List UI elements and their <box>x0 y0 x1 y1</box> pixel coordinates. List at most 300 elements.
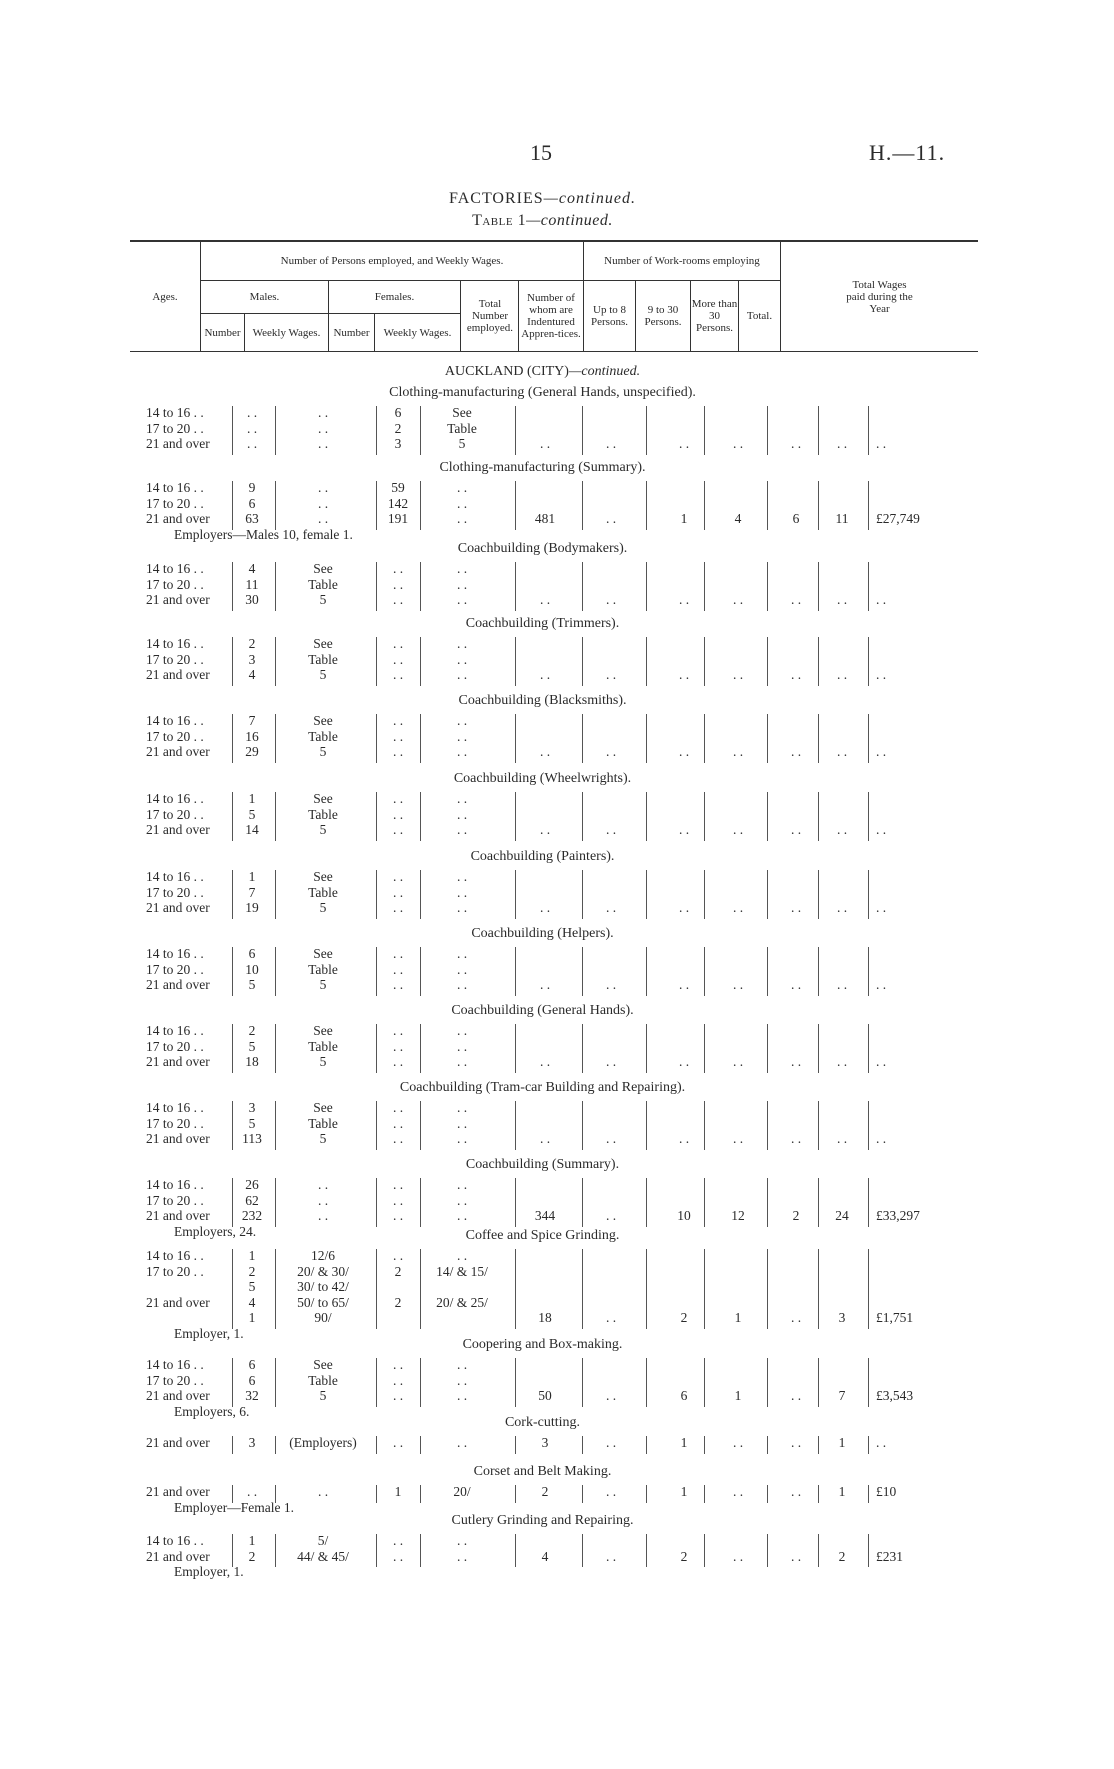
cell-more30: . . <box>790 1548 802 1564</box>
column-rule <box>232 947 233 996</box>
column-rule <box>275 406 276 455</box>
cell-up8: 6 <box>680 1388 688 1403</box>
column-rule <box>818 1358 819 1407</box>
column-rule <box>582 1101 583 1150</box>
cell-m-wages: 5 <box>319 977 327 992</box>
column-rule <box>582 1534 583 1567</box>
cell-f-wages: . . <box>456 1372 468 1388</box>
column-rule <box>232 1101 233 1150</box>
row-age: 17 to 20 . . <box>146 420 204 436</box>
cell-m-wages: See <box>313 1357 333 1372</box>
cell-nine30: . . <box>732 1054 744 1069</box>
cell-m-wages: . . <box>317 1192 329 1208</box>
cell-up8: . . <box>678 977 690 992</box>
header-total-wages: Total Wages paid during the Year <box>846 278 913 315</box>
section-title: Coachbuilding (Wheelwrights). <box>453 771 632 786</box>
cell-f-wages: . . <box>456 636 468 651</box>
cell-rooms-total: 1 <box>838 1435 846 1450</box>
cell-m-num: 19 <box>245 900 259 915</box>
column-rule <box>646 637 647 686</box>
cell-total: 3 <box>541 1435 549 1450</box>
cell-f-wages: . . <box>456 651 468 667</box>
cell-f-wages: . . <box>456 744 468 759</box>
employers-note: Employer, 1. <box>174 1564 244 1579</box>
column-rule <box>646 1358 647 1407</box>
column-rule <box>582 481 583 530</box>
row-age: 21 and over <box>146 900 210 915</box>
cell-more30: . . <box>790 592 802 607</box>
cell-m-num: 3 <box>248 1100 256 1115</box>
cell-f-wages: . . <box>456 1548 468 1564</box>
cell-wages-year: . . <box>876 667 887 682</box>
cell-nine30: 1 <box>734 1310 742 1325</box>
cell-indentured: . . <box>605 977 617 992</box>
row-age: 14 to 16 . . <box>146 1100 204 1115</box>
cell-indentured: . . <box>605 744 617 759</box>
row-age: 21 and over <box>146 977 210 992</box>
cell-m-num: 2 <box>248 636 256 651</box>
column-rule <box>420 1358 421 1407</box>
row-age: 17 to 20 . . <box>146 1038 204 1054</box>
column-rule <box>818 1024 819 1073</box>
cell-f-wages: . . <box>456 1038 468 1054</box>
cell-m-wages: 12/6 <box>310 1248 336 1263</box>
header-workrooms-group: Number of Work-rooms employing <box>604 255 760 267</box>
cell-more30: . . <box>790 977 802 992</box>
cell-nine30: . . <box>732 822 744 837</box>
cell-m-num: . . <box>246 436 258 451</box>
column-rule <box>818 1534 819 1567</box>
column-rule <box>704 870 705 919</box>
page-header <box>0 140 1114 170</box>
cell-nine30: 12 <box>731 1208 745 1223</box>
cell-f-wages: . . <box>456 869 468 884</box>
row-age: 21 and over <box>146 667 210 682</box>
cell-m-num: 10 <box>245 961 259 977</box>
cell-m-wages: . . <box>317 420 329 436</box>
cell-m-wages: . . <box>317 405 329 420</box>
cell-rooms-total: 7 <box>838 1388 846 1403</box>
cell-m-wages: 30/ to 42/ <box>297 1279 349 1294</box>
cell-m-wages: Table <box>308 961 338 977</box>
cell-f-num: . . <box>392 1192 404 1208</box>
cell-more30: . . <box>790 1388 802 1403</box>
column-rule <box>376 870 377 919</box>
section-title: Coopering and Box-making. <box>462 1337 623 1352</box>
header-male-number: Number <box>204 326 241 339</box>
cell-f-num: . . <box>392 667 404 682</box>
column-rule <box>818 714 819 763</box>
section-title: Coachbuilding (Trimmers). <box>465 616 620 631</box>
cell-wages-year: £1,751 <box>876 1310 914 1325</box>
row-age: 17 to 20 . . <box>146 651 204 667</box>
cell-total: . . <box>539 667 551 682</box>
row-age: 21 and over <box>146 1054 210 1069</box>
section-title: Coffee and Spice Grinding. <box>465 1228 620 1243</box>
cell-f-num: . . <box>392 1357 404 1372</box>
header-males: Males. <box>249 291 280 303</box>
cell-total: . . <box>539 1054 551 1069</box>
row-age: 21 and over <box>146 1208 210 1223</box>
row-age: 14 to 16 . . <box>146 791 204 806</box>
column-rule <box>275 714 276 763</box>
column-rule <box>515 637 516 686</box>
column-rule <box>818 1178 819 1227</box>
cell-wages-year: . . <box>876 436 887 451</box>
column-rule <box>515 714 516 763</box>
cell-m-num: 7 <box>248 713 256 728</box>
column-rule <box>767 792 768 841</box>
cell-nine30: . . <box>732 436 744 451</box>
column-rule <box>515 1249 516 1329</box>
column-rule <box>232 1249 233 1329</box>
section-title: Coachbuilding (Summary). <box>465 1157 620 1172</box>
employers-note: Employers—Males 10, female 1. <box>174 526 353 542</box>
column-rule <box>767 637 768 686</box>
column-rule <box>767 1249 768 1329</box>
cell-f-num: . . <box>392 1023 404 1038</box>
cell-m-num: 6 <box>248 946 256 961</box>
column-rule <box>515 792 516 841</box>
cell-nine30: . . <box>732 977 744 992</box>
cell-f-num: . . <box>392 1248 404 1263</box>
cell-f-num: 2 <box>394 420 402 436</box>
cell-more30: . . <box>790 900 802 915</box>
column-rule <box>646 562 647 611</box>
cell-f-wages: . . <box>456 1192 468 1208</box>
cell-more30: . . <box>790 667 802 682</box>
cell-rooms-total: 1 <box>838 1484 846 1499</box>
cell-f-num: . . <box>392 791 404 806</box>
row-age: 21 and over <box>146 1294 210 1310</box>
column-rule <box>704 637 705 686</box>
cell-up8: . . <box>678 667 690 682</box>
cell-wages-year: . . <box>876 1435 887 1450</box>
row-age: 14 to 16 . . <box>146 1533 204 1548</box>
header-ages: Ages. <box>152 290 178 303</box>
cell-f-num: . . <box>392 961 404 977</box>
cell-m-num: 62 <box>245 1192 259 1208</box>
cell-indentured: . . <box>605 900 617 915</box>
cell-f-num: . . <box>392 576 404 592</box>
column-rule <box>646 714 647 763</box>
cell-f-num: 191 <box>387 511 409 526</box>
column-rule <box>515 947 516 996</box>
cell-f-wages: 20/ <box>453 1484 471 1499</box>
column-rule <box>704 714 705 763</box>
cell-f-wages: . . <box>456 713 468 728</box>
header-persons-group: Number of Persons employed, and Weekly Wages. <box>280 255 504 267</box>
cell-m-wages: . . <box>317 436 329 451</box>
column-rule <box>515 1358 516 1407</box>
column-rule <box>420 1436 421 1454</box>
cell-up8: 10 <box>677 1208 691 1223</box>
column-rule <box>420 1101 421 1150</box>
column-rule <box>767 947 768 996</box>
cell-nine30: . . <box>732 900 744 915</box>
column-rule <box>275 1101 276 1150</box>
column-rule <box>868 870 869 919</box>
column-rule <box>704 947 705 996</box>
cell-more30: 6 <box>792 511 800 526</box>
cell-f-num: . . <box>392 822 404 837</box>
column-rule <box>704 1178 705 1227</box>
cell-f-wages: . . <box>456 1248 468 1263</box>
column-rule <box>868 1101 869 1150</box>
column-rule <box>582 1249 583 1329</box>
column-rule <box>376 1101 377 1150</box>
cell-f-num: 2 <box>394 1263 402 1279</box>
cell-m-num: 5 <box>248 806 256 822</box>
cell-m-wages: See <box>313 869 333 884</box>
column-rule <box>818 947 819 996</box>
column-rule <box>515 406 516 455</box>
row-age: 21 and over <box>146 1388 210 1403</box>
cell-m-num: 7 <box>248 884 256 900</box>
cell-m-num: 1 <box>248 1533 256 1548</box>
cell-f-num: 142 <box>387 495 409 511</box>
column-rule <box>582 562 583 611</box>
cell-m-num: . . <box>246 405 258 420</box>
column-rule <box>868 562 869 611</box>
section-title: Coachbuilding (General Hands). <box>451 1003 634 1018</box>
cell-f-wages: . . <box>456 1115 468 1131</box>
cell-wages-year: £231 <box>876 1548 903 1564</box>
column-rule <box>376 1249 377 1329</box>
column-rule <box>646 792 647 841</box>
column-rule <box>646 1101 647 1150</box>
cell-nine30: . . <box>732 667 744 682</box>
employers-note: Employer—Female 1. <box>174 1499 294 1515</box>
cell-f-num: . . <box>392 651 404 667</box>
cell-f-wages: 14/ & 15/ <box>436 1263 488 1279</box>
column-rule <box>232 714 233 763</box>
column-rule <box>646 1534 647 1567</box>
cell-f-num: . . <box>392 1208 404 1223</box>
column-rule <box>376 947 377 996</box>
cell-m-wages: 90/ <box>314 1310 332 1325</box>
section-title: Coachbuilding (Painters). <box>470 849 615 864</box>
cell-indentured: . . <box>605 822 617 837</box>
cell-indentured: . . <box>605 1388 617 1403</box>
cell-rooms-total: . . <box>836 1131 848 1146</box>
cell-rooms-total: 3 <box>838 1310 846 1325</box>
cell-m-num: 1 <box>248 1248 256 1263</box>
row-age: 14 to 16 . . <box>146 480 204 495</box>
column-rule <box>582 637 583 686</box>
column-rule <box>232 1436 233 1454</box>
cell-m-wages: See <box>313 1023 333 1038</box>
column-rule <box>420 1485 421 1503</box>
cell-f-num: 3 <box>394 436 402 451</box>
cell-up8: . . <box>678 822 690 837</box>
cell-m-wages: Table <box>308 884 338 900</box>
header-rooms-total: Total. <box>746 310 773 322</box>
cell-up8: 1 <box>680 511 688 526</box>
column-rule <box>767 1178 768 1227</box>
column-rule <box>376 1436 377 1454</box>
column-rule <box>420 870 421 919</box>
cell-f-num: . . <box>392 713 404 728</box>
cell-m-wages: . . <box>317 1484 329 1499</box>
row-age: 17 to 20 . . <box>146 1263 204 1279</box>
cell-wages-year: . . <box>876 977 887 992</box>
cell-f-wages: . . <box>456 1533 468 1548</box>
cell-more30: . . <box>790 1131 802 1146</box>
cell-f-num: . . <box>392 946 404 961</box>
cell-m-wages: . . <box>317 495 329 511</box>
cell-nine30: . . <box>732 1484 744 1499</box>
cell-m-num: . . <box>246 420 258 436</box>
cell-f-num: . . <box>392 744 404 759</box>
column-rule <box>420 1024 421 1073</box>
cell-m-wages: Table <box>308 1115 338 1131</box>
cell-rooms-total: . . <box>836 744 848 759</box>
cell-m-num: 4 <box>248 667 256 682</box>
column-rule <box>704 1024 705 1073</box>
cell-wages-year: £27,749 <box>876 511 920 526</box>
column-rule <box>515 1485 516 1503</box>
cell-nine30: . . <box>732 1435 744 1450</box>
column-rule <box>767 562 768 611</box>
column-rule <box>420 1178 421 1227</box>
section-title: Cork-cutting. <box>504 1415 581 1430</box>
cell-m-wages: See <box>313 561 333 576</box>
cell-f-num: 2 <box>394 1294 402 1310</box>
cell-m-wages: . . <box>317 511 329 526</box>
column-rule <box>275 637 276 686</box>
cell-total: 344 <box>534 1208 556 1223</box>
cell-f-num: . . <box>392 1533 404 1548</box>
column-rule <box>646 406 647 455</box>
row-age: 14 to 16 . . <box>146 869 204 884</box>
column-rule <box>275 1178 276 1227</box>
column-rule <box>868 1485 869 1503</box>
cell-f-wages: 20/ & 25/ <box>436 1294 488 1310</box>
column-rule <box>232 1178 233 1227</box>
cell-f-wages: . . <box>456 592 468 607</box>
column-rule <box>515 870 516 919</box>
cell-f-wages: . . <box>456 884 468 900</box>
cell-m-num: 5 <box>248 1279 256 1294</box>
cell-total: . . <box>539 744 551 759</box>
cell-up8: . . <box>678 1054 690 1069</box>
cell-f-num: . . <box>392 806 404 822</box>
column-rule <box>767 1485 768 1503</box>
table-title: Table 1—continued. <box>472 212 613 229</box>
cell-m-num: . . <box>246 1484 258 1499</box>
cell-m-wages: 50/ to 65/ <box>297 1294 349 1310</box>
column-rule <box>582 792 583 841</box>
cell-f-wages: See <box>452 405 472 420</box>
column-rule <box>515 1436 516 1454</box>
column-rule <box>818 1485 819 1503</box>
cell-f-wages: . . <box>456 806 468 822</box>
cell-m-num: 16 <box>245 728 259 744</box>
column-rule <box>818 637 819 686</box>
cell-f-wages: . . <box>456 1023 468 1038</box>
cell-total: . . <box>539 436 551 451</box>
cell-indentured: . . <box>605 511 617 526</box>
cell-f-wages: . . <box>456 480 468 495</box>
cell-m-num: 18 <box>245 1054 259 1069</box>
row-age: 14 to 16 . . <box>146 946 204 961</box>
cell-total: 2 <box>541 1484 549 1499</box>
cell-m-num: 63 <box>245 511 259 526</box>
cell-f-num: . . <box>392 1054 404 1069</box>
cell-more30: . . <box>790 1484 802 1499</box>
cell-m-wages: 5/ <box>317 1533 329 1548</box>
column-rule <box>515 481 516 530</box>
cell-m-wages: See <box>313 946 333 961</box>
column-rule <box>275 1249 276 1329</box>
column-rule <box>646 1485 647 1503</box>
cell-m-num: 4 <box>248 561 256 576</box>
column-rule <box>704 1249 705 1329</box>
cell-m-wages: . . <box>317 1177 329 1192</box>
column-rule <box>376 714 377 763</box>
cell-total: . . <box>539 592 551 607</box>
column-rule <box>868 1358 869 1407</box>
cell-m-num: 9 <box>248 480 256 495</box>
cell-m-num: 32 <box>245 1388 259 1403</box>
cell-m-wages: 5 <box>319 1131 327 1146</box>
row-age: 21 and over <box>146 1435 210 1450</box>
column-rule <box>275 481 276 530</box>
row-age: 21 and over <box>146 436 210 451</box>
cell-f-wages: 5 <box>458 436 466 451</box>
cell-f-wages: . . <box>456 1208 468 1223</box>
column-rule <box>646 481 647 530</box>
cell-f-num: . . <box>392 592 404 607</box>
column-rule <box>376 406 377 455</box>
column-rule <box>582 1178 583 1227</box>
row-age: 17 to 20 . . <box>146 1192 204 1208</box>
column-rule <box>646 947 647 996</box>
column-rule <box>646 1436 647 1454</box>
column-rule <box>818 870 819 919</box>
cell-wages-year: £10 <box>876 1484 897 1499</box>
cell-more30: . . <box>790 436 802 451</box>
column-rule <box>275 1534 276 1567</box>
cell-m-num: 6 <box>248 1372 256 1388</box>
cell-indentured: . . <box>605 667 617 682</box>
cell-up8: . . <box>678 592 690 607</box>
row-age: 21 and over <box>146 1484 210 1499</box>
column-rule <box>868 1436 869 1454</box>
row-age: 17 to 20 . . <box>146 1115 204 1131</box>
column-rule <box>704 1485 705 1503</box>
cell-f-wages: . . <box>456 1131 468 1146</box>
column-rule <box>818 1436 819 1454</box>
cell-f-num: . . <box>392 1548 404 1564</box>
column-rule <box>376 1485 377 1503</box>
column-rule <box>582 1436 583 1454</box>
cell-m-wages: 44/ & 45/ <box>297 1548 349 1564</box>
cell-more30: . . <box>790 1054 802 1069</box>
cell-wages-year: . . <box>876 1054 887 1069</box>
cell-f-wages: . . <box>456 791 468 806</box>
cell-f-num: 59 <box>391 480 405 495</box>
row-age: 17 to 20 . . <box>146 576 204 592</box>
cell-m-num: 6 <box>248 495 256 511</box>
cell-m-wages: 5 <box>319 1388 327 1403</box>
cell-f-wages: . . <box>456 1357 468 1372</box>
column-rule <box>420 406 421 455</box>
header-male-wages: Weekly Wages. <box>252 326 321 339</box>
cell-rooms-total: . . <box>836 977 848 992</box>
cell-total: 481 <box>534 511 556 526</box>
